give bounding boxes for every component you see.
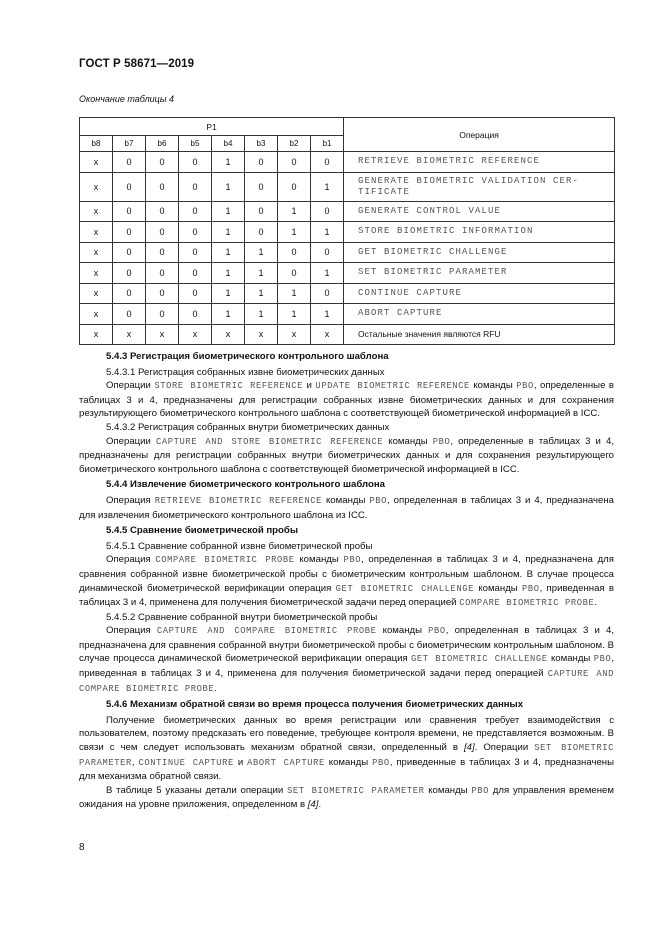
bit-cell: 0 (146, 201, 179, 222)
bit-cell: 0 (146, 283, 179, 304)
bit-cell: 0 (278, 242, 311, 263)
operation-name: GET BIOMETRIC CHALLENGE (335, 583, 475, 594)
bit-cell: x (80, 304, 113, 325)
bit-cell: 1 (311, 263, 344, 284)
reference: [4] (463, 742, 475, 754)
bit-cell: 0 (179, 222, 212, 243)
bit-cell: 0 (179, 172, 212, 201)
bit-header: b5 (179, 136, 212, 152)
bit-cell: 1 (212, 152, 245, 173)
bit-cell: 0 (113, 242, 146, 263)
operation-cell: GENERATE BIOMETRIC VALIDATION CER- TIFICATE (344, 172, 615, 201)
section-heading-5-4-3: 5.4.3 Регистрация биометрического контрольного шаблона (106, 351, 389, 362)
bit-cell: x (80, 242, 113, 263)
bit-cell: 1 (278, 283, 311, 304)
operation-name: CONTINUE CAPTURE (138, 757, 234, 768)
subsection-heading-5-4-3-2: 5.4.3.2 Регистрация собранных внутри биометрических данных (106, 421, 390, 433)
bit-cell: 1 (212, 222, 245, 243)
operation-name: CAPTURE AND COMPARE BIOMETRIC PROBE (156, 626, 377, 637)
table-row (80, 201, 615, 222)
paragraph: Операции CAPTURE AND STORE BIOMETRIC REFERENCE команды PBO, определенные в таблицах 3 и 4, предназначены для регистрации собранных внутри биометрических данных и для сохранения результирующего биометрического контрольного шаблона с соответствующей биометрической информацией в ICC. (79, 435, 614, 475)
bit-cell: 1 (245, 283, 278, 304)
bit-header: b8 (80, 136, 113, 152)
operation-name: GET BIOMETRIC CHALLENGE (411, 654, 548, 665)
bit-cell: x (146, 324, 179, 345)
bit-cell: 0 (179, 304, 212, 325)
bit-header: b6 (146, 136, 179, 152)
section-heading-5-4-5: 5.4.5 Сравнение биометрической пробы (106, 525, 299, 537)
bit-header: b1 (311, 136, 344, 152)
bit-cell: 1 (212, 201, 245, 222)
operation-name: COMPARE BIOMETRIC PROBE (155, 555, 295, 566)
bit-cell: 0 (278, 172, 311, 201)
bit-cell: 0 (278, 152, 311, 173)
operation-header: Операция (344, 118, 615, 152)
bit-cell: 0 (113, 201, 146, 222)
operation-name: COMPARE BIOMETRIC PROBE (459, 598, 595, 609)
bit-cell: x (245, 324, 278, 345)
command-name: PBO (372, 757, 390, 768)
command-name: PBO (432, 436, 451, 447)
bit-cell: 1 (212, 304, 245, 325)
bit-cell: 0 (311, 152, 344, 173)
bit-cell: 0 (146, 172, 179, 201)
operation-name: SET BIOMETRIC PARAMETER (79, 743, 614, 768)
page-number: 8 (79, 842, 85, 853)
operations-table (79, 117, 615, 345)
bit-cell: 1 (212, 283, 245, 304)
bit-cell: 1 (311, 172, 344, 201)
bit-cell: 1 (212, 172, 245, 201)
bit-cell: 0 (113, 152, 146, 173)
bit-cell: 0 (146, 152, 179, 173)
table-caption: Окончание таблицы 4 (79, 94, 174, 104)
bit-cell: 0 (245, 172, 278, 201)
reference: [4] (307, 799, 319, 811)
subsection-heading-5-4-5-2: 5.4.5.2 Сравнение собранной внутри биометрической пробы (106, 611, 378, 623)
bit-cell: 1 (245, 242, 278, 263)
operation-name: UPDATE BIOMETRIC REFERENCE (315, 381, 470, 392)
operation-cell: CONTINUE CAPTURE (344, 283, 615, 304)
operation-cell: Остальные значения являются RFU (344, 324, 615, 345)
bit-header: b3 (245, 136, 278, 152)
bit-cell: x (80, 263, 113, 284)
operation-cell: GET BIOMETRIC CHALLENGE (344, 242, 615, 263)
document-body (79, 348, 614, 812)
table-row (80, 172, 615, 201)
bit-cell: 0 (311, 201, 344, 222)
bit-cell: 0 (179, 201, 212, 222)
bit-cell: 0 (179, 263, 212, 284)
operation-name: CAPTURE AND STORE BIOMETRIC REFERENCE (155, 436, 384, 447)
paragraph: Операция RETRIEVE BIOMETRIC REFERENCE команды PBO, определенная в таблицах 3 и 4, предназначена для извлечения биометрического контрольного шаблона из ICC. (79, 494, 614, 521)
bit-cell: x (311, 324, 344, 345)
bit-cell: 0 (179, 242, 212, 263)
bit-cell: 1 (212, 242, 245, 263)
table-row (80, 263, 615, 284)
operation-cell: RETRIEVE BIOMETRIC REFERENCE (344, 152, 615, 173)
paragraph: Получение биометрических данных во время регистрации или сравнения требует взаимодействия с пользователем, поэтому предсказать его поведение, требующее контроля времени, не представляется возможным. В связи с чем следует использовать механизм обратной связи, определенный в [4]. Операции SET BIOMETRIC PARAMETER, CONTINUE CAPTURE и ABORT CAPTURE команды PBO, приведенные в таблицах 3 и 4, предназначены для механизма обратной связи. (79, 714, 614, 783)
operation-name: RETRIEVE BIOMETRIC REFERENCE (154, 495, 322, 506)
operation-name: ABORT CAPTURE (247, 757, 325, 768)
bit-cell: 0 (179, 283, 212, 304)
bit-cell: 1 (212, 263, 245, 284)
bit-cell: x (212, 324, 245, 345)
operation-name: SET BIOMETRIC PARAMETER (287, 785, 425, 796)
bit-cell: x (80, 283, 113, 304)
table-row (80, 304, 615, 325)
paragraph: В таблице 5 указаны детали операции SET BIOMETRIC PARAMETER команды PBO для управления временем ожидания на уровне приложения, определенном в [4]. (79, 784, 614, 811)
bit-cell: 1 (278, 201, 311, 222)
table-row (80, 283, 615, 304)
bit-cell: x (80, 324, 113, 345)
subsection-heading-5-4-5-1: 5.4.5.1 Сравнение собранной извне биометрической пробы (106, 540, 373, 552)
operation-cell: GENERATE CONTROL VALUE (344, 201, 615, 222)
bit-cell: 0 (113, 283, 146, 304)
bit-cell: x (179, 324, 212, 345)
bit-cell: 0 (311, 242, 344, 263)
operation-cell: SET BIOMETRIC PARAMETER (344, 263, 615, 284)
operation-cell: ABORT CAPTURE (344, 304, 615, 325)
bit-cell: x (80, 222, 113, 243)
command-name: PBO (428, 626, 446, 637)
operation-cell: STORE BIOMETRIC INFORMATION (344, 222, 615, 243)
operations-table-body (80, 152, 615, 345)
command-name: PBO (471, 785, 490, 796)
command-name: PBO (593, 654, 612, 665)
paragraph: Операция CAPTURE AND COMPARE BIOMETRIC PROBE команды PBO, определенная в таблицах 3 и 4, предназначена для сравнения собранной внутри биометрической пробы с биометрическим контрольным шаблоном. В случае процесса динамической биометрической верификации операция GET BIOMETRIC CHALLENGE команды PBO, приведенная в таблицах 3 и 4, применена для получения биометрической задачи перед операцией CAPTURE AND COMPARE BIOMETRIC PROBE. (79, 625, 615, 694)
subsection-heading-5-4-3-1: 5.4.3.1 Регистрация собранных извне биометрических данных (106, 366, 385, 378)
bit-cell: 1 (278, 222, 311, 243)
paragraph: Операции STORE BIOMETRIC REFERENCE и UPDATE BIOMETRIC REFERENCE команды PBO, определенные в таблицах 3 и 4, предназначены для регистрации собранных извне биометрических данных и для сохранения результирующего биометрического контрольного шаблона с соответствующей биометрической информацией в ICC. (79, 380, 614, 420)
table-row (80, 324, 615, 345)
bit-cell: 1 (311, 304, 344, 325)
bit-cell: x (80, 201, 113, 222)
operation-name: CAPTURE AND COMPARE BIOMETRIC PROBE (79, 669, 614, 694)
bit-cell: 0 (245, 152, 278, 173)
table-row (80, 242, 615, 263)
operation-name: STORE BIOMETRIC REFERENCE (154, 381, 304, 392)
document-header: ГОСТ Р 58671—2019 (79, 58, 195, 70)
table-row (80, 152, 615, 173)
bit-cell: 1 (311, 222, 344, 243)
command-name: PBO (516, 381, 534, 392)
bit-cell: 1 (278, 304, 311, 325)
bit-cell: 1 (245, 304, 278, 325)
bit-cell: 0 (179, 152, 212, 173)
bit-cell: 0 (245, 222, 278, 243)
bit-cell: 0 (146, 304, 179, 325)
section-heading-5-4-6: 5.4.6 Механизм обратной связи во время процесса получения биометрических данных (106, 699, 524, 711)
bit-cell: x (278, 324, 311, 345)
p1-header: P1 (80, 118, 344, 136)
bit-cell: 0 (311, 283, 344, 304)
command-name: PBO (521, 583, 540, 594)
bit-cell: 0 (245, 201, 278, 222)
bit-cell: 0 (146, 242, 179, 263)
bit-cell: 1 (245, 263, 278, 284)
paragraph: Операция COMPARE BIOMETRIC PROBE команды PBO, определенная в таблицах 3 и 4, предназначена для сравнения собранной извне биометрической пробы с биометрическим контрольным шаблоном. В случае процесса динамической биометрической верификации операция GET BIOMETRIC CHALLENGE команды PBO, приведенная в таблицах 3 и 4, применена для получения биометрической задачи перед операцией COMPARE BIOMETRIC PROBE. (79, 554, 614, 609)
bit-header: b4 (212, 136, 245, 152)
command-name: PBO (369, 495, 388, 506)
bit-cell: 0 (113, 263, 146, 284)
bit-cell: 0 (113, 222, 146, 243)
bit-header: b2 (278, 136, 311, 152)
bit-cell: 0 (146, 263, 179, 284)
bit-cell: 0 (146, 222, 179, 243)
command-name: PBO (343, 555, 362, 566)
bit-cell: 0 (113, 172, 146, 201)
bit-header: b7 (113, 136, 146, 152)
bit-cell: 0 (113, 304, 146, 325)
section-heading-5-4-4: 5.4.4 Извлечение биометрического контрольного шаблона (106, 479, 385, 491)
bit-cell: x (80, 152, 113, 173)
table-row (80, 222, 615, 243)
bit-cell: x (113, 324, 146, 345)
bit-cell: 0 (278, 263, 311, 284)
bit-cell: x (80, 172, 113, 201)
